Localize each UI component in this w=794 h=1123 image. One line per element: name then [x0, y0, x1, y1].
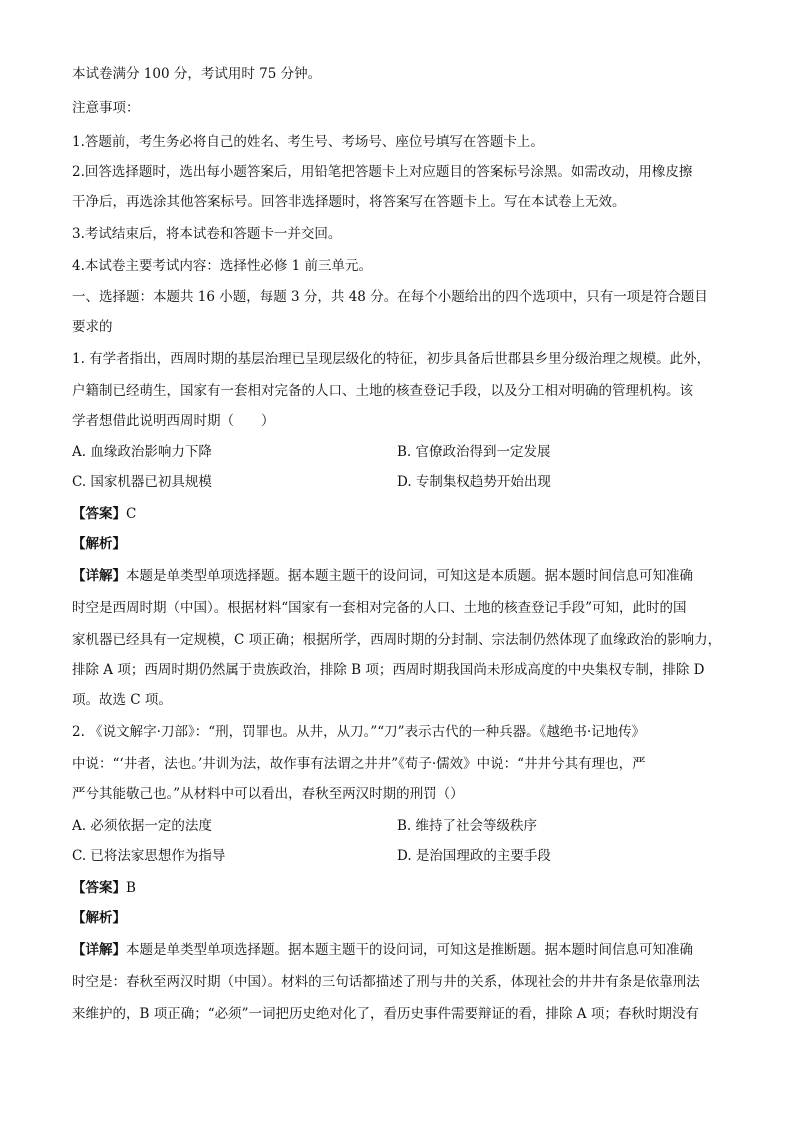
- q1-detail-line-1: [72, 561, 732, 591]
- q2-option-c: C. 已将法家思想作为指导: [72, 848, 226, 864]
- q2-detail-line-1: [72, 935, 732, 965]
- notice-item-2-line-1: 2.回答选择题时，选出每小题答案后，用铅笔把答题卡上对应题目的答案标号涂黑。如需改动，用橡皮擦: [72, 164, 693, 180]
- q2-detail-text-1: 本题是单类型单项选择题。据本题主题干的设问词，可知这是推断题。据本题时间信息可知准确: [126, 942, 693, 958]
- q1-answer-value: C: [126, 506, 137, 522]
- q1-detail-line-3: 家机器已经具有一定规模，C 项正确；根据所学，西周时期的分封制、宗法制仍然体现了血缘政治的影响力，: [72, 632, 722, 648]
- q1-answer: [72, 499, 732, 529]
- q1-detail-label: 【详解】: [72, 568, 126, 584]
- q1-stem-line-1: 1. 有学者指出，西周时期的基层治理已呈现层级化的特征，初步具备后世郡县乡里分级治理之规模。此外，: [72, 351, 711, 367]
- q1-analysis-label: 【解析】: [72, 536, 126, 552]
- exam-info-line: 本试卷满分 100 分，考试用时 75 分钟。: [72, 66, 322, 82]
- q2-option-b: B. 维持了社会等级秩序: [397, 818, 538, 834]
- q1-detail-line-2: 时空是西周时期（中国）。根据材料“国家有一套相对完备的人口、土地的核查登记手段”可知，此时的国: [72, 600, 687, 616]
- q2-answer-label: 【答案】: [72, 880, 126, 896]
- q1-detail-line-4: 排除 A 项；西周时期仍然属于贵族政治，排除 B 项；西周时期我国尚未形成高度的中央集权专制，排除 D: [72, 662, 705, 678]
- q1-stem-line-2: 户籍制已经萌生，国家有一套相对完备的人口、土地的核查登记手段，以及分工相对明确的管理机构。该: [72, 383, 693, 399]
- q1-option-d: D. 专制集权趋势开始出现: [397, 474, 551, 490]
- q2-detail-line-3: 来维护的，B 项正确；“必须”一词把历史绝对化了，看历史事件需要辩证的看，排除 A 项；春秋时期没有: [72, 1006, 699, 1022]
- q2-stem-line-2: 中说：“‘井者，法也。’井训为法，故作事有法谓之井井”《荀子·儒效》中说：“井井兮其有理也，严: [72, 756, 646, 772]
- q2-option-d: D. 是治国理政的主要手段: [397, 848, 551, 864]
- q1-option-c: C. 国家机器已初具规模: [72, 474, 212, 490]
- q1-detail-line-5: 项。故选 C 项。: [72, 692, 172, 708]
- q2-detail-line-2: 时空是：春秋至两汉时期（中国）。材料的三句话都描述了刑与井的关系，体现社会的井井有条是依靠刑法: [72, 974, 700, 990]
- section-title-line-1: 一、选择题：本题共 16 小题，每题 3 分，共 48 分。在每个小题给出的四个选项中，只有一项是符合题目: [72, 289, 708, 305]
- q2-detail-label: 【详解】: [72, 942, 126, 958]
- q1-detail-text-1: 本题是单类型单项选择题。据本题主题干的设问词，可知这是本质题。据本题时间信息可知准确: [126, 568, 693, 584]
- q1-stem-line-3: 学者想借此说明西周时期（ ）: [72, 413, 275, 429]
- notice-item-4: 4.本试卷主要考试内容：选择性必修 1 前三单元。: [72, 258, 373, 274]
- q2-answer-value: B: [126, 880, 136, 896]
- notice-item-3: 3.考试结束后，将本试卷和答题卡一并交回。: [72, 226, 342, 242]
- q1-option-b: B. 官僚政治得到一定发展: [397, 444, 551, 460]
- q1-option-a: A. 血缘政治影响力下降: [72, 444, 212, 460]
- q2-stem-line-3: 严兮其能敬己也。”从材料中可以看出，春秋至两汉时期的刑罚（）: [72, 786, 464, 802]
- notice-item-2-line-2: 干净后，再选涂其他答案标号。回答非选择题时，将答案写在答题卡上。写在本试卷上无效。: [72, 194, 626, 210]
- q2-analysis-label: 【解析】: [72, 910, 126, 926]
- q2-answer: [72, 873, 732, 903]
- notice-heading: 注意事项：: [72, 100, 140, 116]
- section-title-line-2: 要求的: [72, 319, 113, 335]
- q1-answer-label: 【答案】: [72, 506, 126, 522]
- notice-item-1: 1.答题前，考生务必将自己的姓名、考生号、考场号、座位号填写在答题卡上。: [72, 134, 544, 150]
- q2-stem-line-1: 2. 《说文解字·刀部》：“刑，罚罪也。从井，从刀。”“刀”表示古代的一种兵器。《越绝书·记地传》: [72, 724, 646, 740]
- q2-option-a: A. 必须依据一定的法度: [72, 818, 212, 834]
